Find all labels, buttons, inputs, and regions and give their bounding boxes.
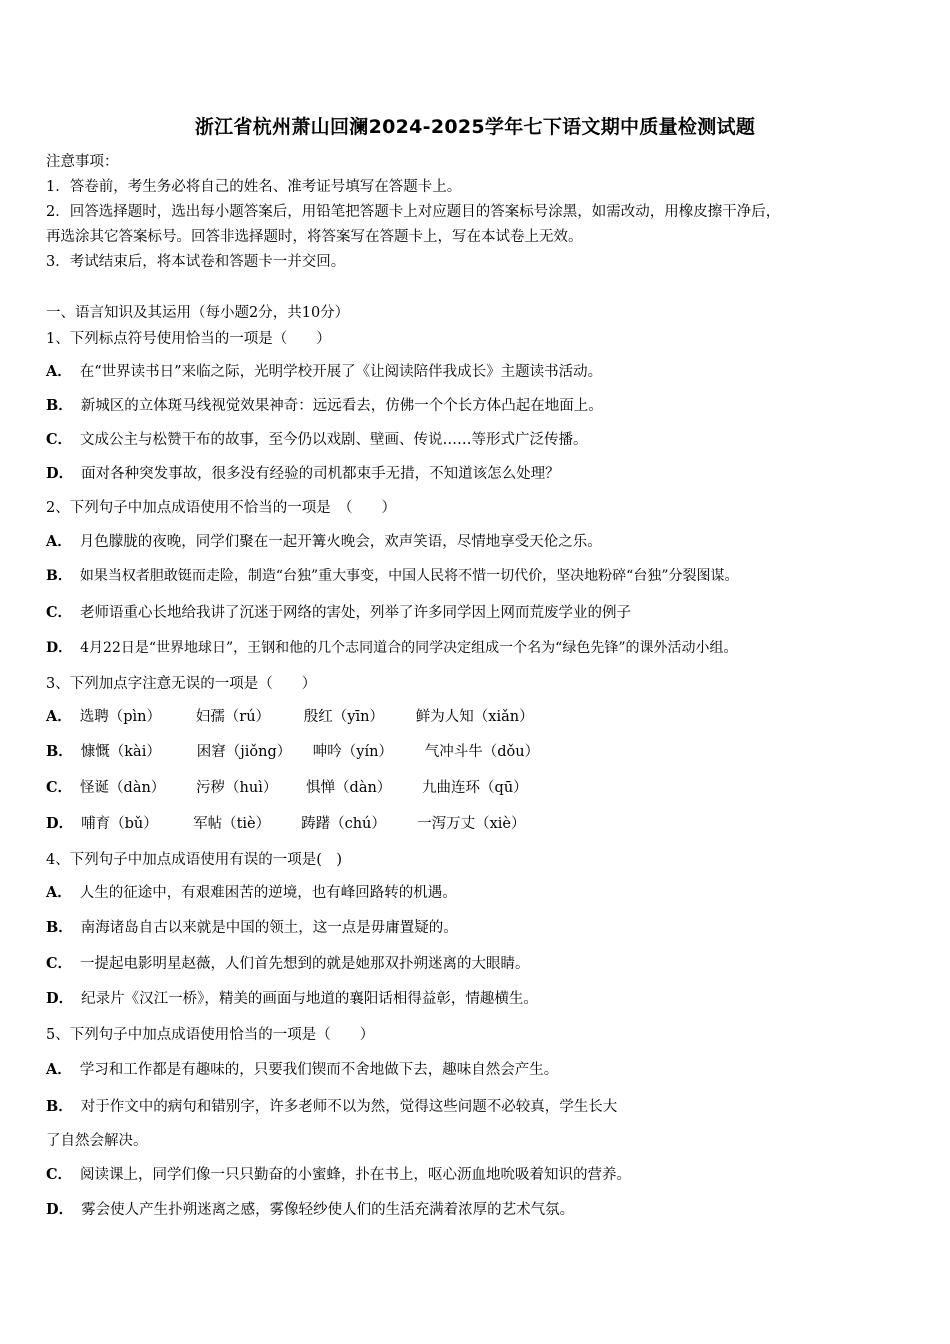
option-line	[46, 916, 458, 937]
pinyin-item: 慷慨（kài）	[80, 744, 161, 760]
option-line	[46, 952, 530, 973]
option-text: 阅读课上，同学们像一只只勤奋的小蜜蜂，扑在书上，呕心沥血地吮吸着知识的营养。	[80, 1167, 632, 1183]
question-stem: 5、下列句子中加点成语使用恰当的一项是（ ）	[46, 1027, 375, 1043]
option-letter: B．	[46, 397, 73, 414]
pinyin-item: 军帖（tiè）	[193, 816, 271, 832]
option-letter: D．	[46, 640, 73, 656]
option-letter: D．	[46, 990, 74, 1007]
option-letter: C．	[46, 431, 73, 448]
option-text: 一提起电影明星赵薇，人们首先想到的就是她那双扑朔迷离的大眼睛。	[80, 956, 530, 972]
option-line	[46, 1163, 631, 1184]
notice-item: 3．考试结束后，将本试卷和答题卡一并交回。	[46, 254, 346, 270]
notice-item: 1．答卷前，考生务必将自己的姓名、准考证号填写在答题卡上。	[46, 179, 462, 195]
option-letter: A．	[46, 884, 72, 901]
option-letter: B．	[46, 568, 72, 584]
notice-item: 2．回答选择题时，选出每小题答案后，用铅笔把答题卡上对应题目的答案标号涂黑，如需改动，用橡皮擦干净后，	[46, 204, 781, 220]
option-line	[46, 987, 538, 1008]
option-letter: B．	[46, 743, 73, 760]
option-line	[46, 428, 588, 449]
option-line	[46, 705, 534, 726]
option-letter: C．	[46, 1166, 73, 1183]
option-letter: B．	[46, 1098, 73, 1115]
option-line	[46, 1198, 574, 1219]
pinyin-item: 鲜为人知（xiǎn）	[415, 709, 534, 725]
question-stem: 3、下列加点字注意无误的一项是（ ）	[46, 676, 317, 692]
option-line	[46, 394, 603, 415]
option-line	[46, 1095, 617, 1116]
question-stem: 1、下列标点符号使用恰当的一项是（ ）	[46, 331, 331, 347]
option-text: 4月22日是“世界地球日”，王钢和他的几个志同道合的同学决定组成一个名为“绿色先锋”的课外活动小组。	[80, 640, 738, 656]
option-continuation	[46, 1129, 148, 1150]
option-letter: C．	[46, 779, 73, 796]
notice-block	[46, 150, 916, 275]
option-text: 月色朦胧的夜晚，同学们聚在一起开篝火晚会，欢声笑语，尽情地享受天伦之乐。	[79, 534, 602, 550]
option-letter: A．	[46, 708, 72, 725]
option-text: 面对各种突发事故，很多没有经验的司机都束手无措，不知道该怎么处理？	[81, 466, 560, 482]
option-line	[46, 360, 602, 381]
option-line	[46, 565, 738, 585]
option-letter: A．	[46, 1061, 72, 1078]
pinyin-item: 污秽（huì）	[196, 780, 278, 796]
option-text: 新城区的立体斑马线视觉效果神奇：远远看去，仿佛一个个长方体凸起在地面上。	[80, 398, 603, 414]
option-text: 如果当权者胆敢铤而走险，制造“台独”重大事变，中国人民将不惜一切代价，坚决地粉碎“台独”分裂图谋。	[79, 568, 739, 584]
option-line	[46, 1058, 558, 1079]
pinyin-item: 九曲连环（qū）	[422, 780, 528, 796]
option-text: 纪录片《汉江一桥》，精美的画面与地道的襄阳话相得益彰，情趣横生。	[81, 991, 538, 1007]
pinyin-item: 殷红（yīn）	[303, 709, 384, 725]
option-text: 人生的征途中，有艰难困苦的逆境，也有峰回路转的机遇。	[79, 885, 457, 901]
option-line	[46, 740, 539, 761]
option-text: 学习和工作都是有趣味的，只要我们锲而不舍地做下去，趣味自然会产生。	[79, 1062, 559, 1078]
pinyin-item: 呻吟（yín）	[312, 744, 393, 760]
question-stem: 2、下列句子中加点成语使用不恰当的一项是 （ ）	[46, 500, 396, 516]
option-line	[46, 530, 602, 551]
notice-item: 再选涂其它答案标号。回答非选择题时，将答案写在答题卡上，写在本试卷上无效。	[46, 229, 583, 245]
option-letter: C．	[46, 604, 73, 621]
option-text: 老师语重心长地给我讲了沉迷于网络的害处，列举了许多同学因上网而荒废学业的例子	[80, 605, 632, 621]
pinyin-item: 哺育（bǔ）	[81, 816, 158, 832]
pinyin-item: 惧惮（dàn）	[306, 780, 392, 796]
section-heading: 一、语言知识及其运用（每小题2分，共10分）	[46, 305, 350, 321]
question-stem: 4、下列句子中加点成语使用有误的一项是( )	[46, 852, 343, 868]
option-text: 在“世界读书日”来临之际，光明学校开展了《让阅读陪伴我成长》主题读书活动。	[79, 364, 603, 380]
option-line	[46, 637, 738, 657]
pinyin-item: 困窘（jiǒng）	[196, 744, 292, 760]
option-letter: B．	[46, 919, 73, 936]
option-line	[46, 601, 631, 622]
pinyin-item: 踌躇（chú）	[301, 816, 386, 832]
option-line	[46, 881, 457, 902]
option-text: 对于作文中的病句和错别字，许多老师不以为然，觉得这些问题不必较真，学生长大	[80, 1099, 618, 1115]
option-letter: D．	[46, 465, 74, 482]
notice-heading: 注意事项：	[46, 154, 119, 170]
option-letter: A．	[46, 533, 72, 550]
page-title: 浙江省杭州萧山回澜2024-2025学年七下语文期中质量检测试题	[194, 116, 756, 138]
pinyin-item: 妇孺（rú）	[195, 709, 271, 725]
option-letter: A．	[46, 363, 72, 380]
pinyin-item: 一泻万丈（xiè）	[417, 816, 526, 832]
option-line	[46, 812, 525, 833]
option-letter: D．	[46, 815, 74, 832]
option-line	[46, 462, 560, 483]
option-text: 南海诸岛自古以来就是中国的领土，这一点是毋庸置疑的。	[80, 920, 458, 936]
option-line	[46, 776, 528, 797]
option-letter: C．	[46, 955, 73, 972]
pinyin-item: 选聘（pìn）	[79, 709, 162, 725]
option-text: 雾会使人产生扑朔迷离之感，雾像轻纱使人们的生活充满着浓厚的艺术气氛。	[81, 1202, 575, 1218]
pinyin-item: 怪诞（dàn）	[80, 780, 166, 796]
option-text: 文成公主与松赞干布的故事，至今仍以戏剧、壁画、传说……等形式广泛传播。	[80, 432, 588, 448]
pinyin-item: 气冲斗牛（dǒu）	[424, 744, 540, 760]
option-text: 了自然会解决。	[46, 1133, 148, 1149]
option-letter: D．	[46, 1201, 74, 1218]
